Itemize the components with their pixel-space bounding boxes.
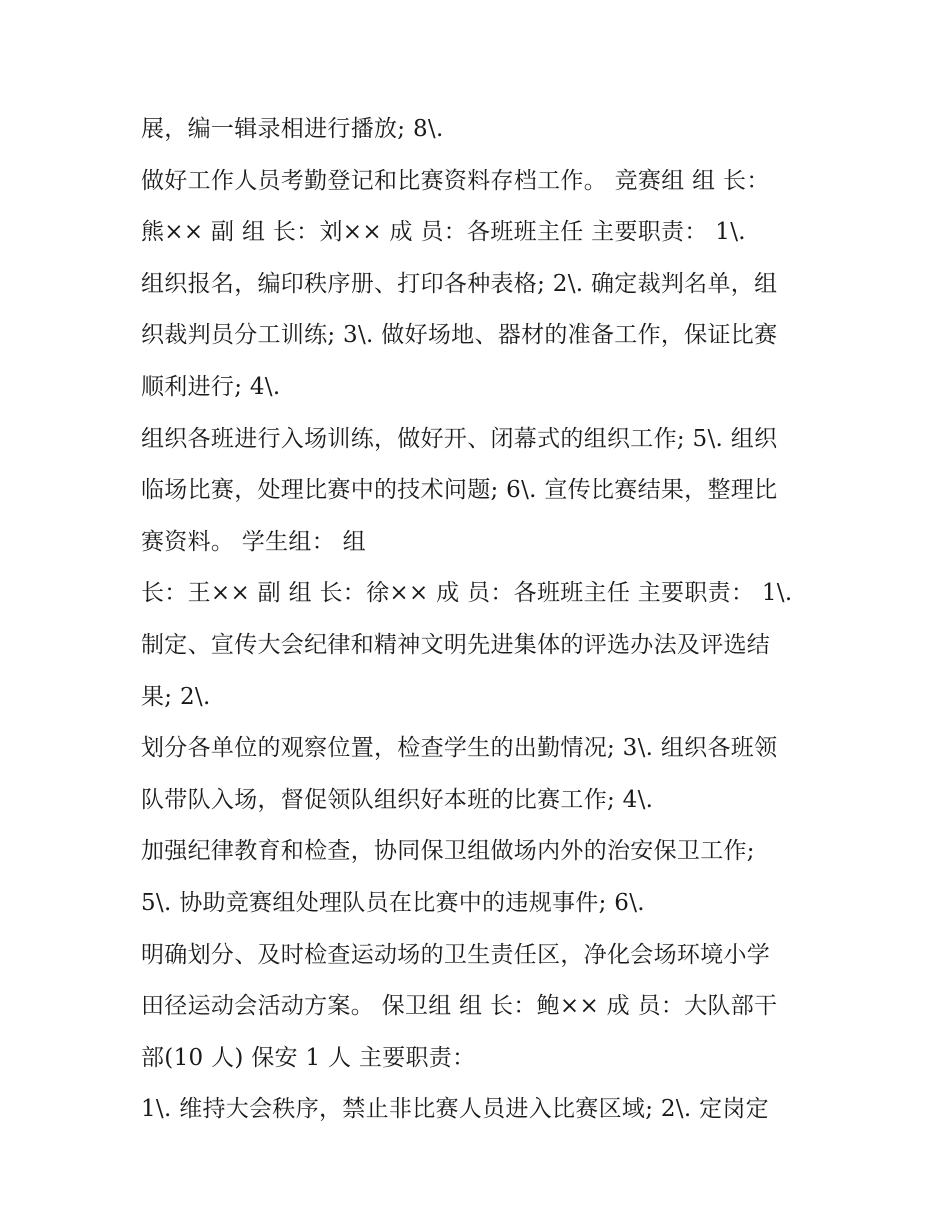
text-line-1: 展，编一辑录相进行播放; 8\. [141, 116, 444, 142]
text-line-4: 组织报名，编印秩序册、打印各种表格; 2\. 确定裁判名单，组 [141, 270, 778, 297]
text-line-2: 做好工作人员考勤登记和比赛资料存档工作。 竞赛组 组 长： [141, 167, 770, 194]
text-line-20: 1\. 维持大会秩序，禁止非比赛人员进入比赛区域; 2\. 定岗定 [141, 1096, 769, 1123]
document-body [141, 104, 821, 1136]
text-line-7: 组织各班进行入场训练，做好开、闭幕式的组织工作; 5\. 组织 [141, 425, 778, 452]
text-line-14: 队带队入场，督促领队组织好本班的比赛工作; 4\. [141, 786, 654, 813]
text-line-18: 田径运动会活动方案。 保卫组 组 长：鲍×× 成 员：大队部干 [141, 993, 778, 1020]
text-line-16: 5\. 协助竞赛组处理队员在比赛中的违规事件; 6\. [141, 889, 645, 916]
text-line-3: 熊×× 副 组 长：刘×× 成 员：各班班主任 主要职责： 1\. [141, 219, 746, 246]
text-line-9: 赛资料。 学生组： 组 [141, 528, 366, 555]
text-line-12: 果; 2\. [141, 683, 211, 710]
text-line-11: 制定、宣传大会纪律和精神文明先进集体的评选办法及评选结 [141, 631, 771, 658]
text-line-8: 临场比赛，处理比赛中的技术问题; 6\. 宣传比赛结果，整理比 [141, 477, 778, 504]
text-line-13: 划分各单位的观察位置，检查学生的出勤情况; 3\. 组织各班领 [141, 735, 778, 762]
text-line-19: 部(10 人) 保安 1 人 主要职责： [141, 1044, 476, 1071]
text-line-6: 顺利进行; 4\. [141, 373, 281, 400]
text-line-15: 加强纪律教育和检查，协同保卫组做场内外的治安保卫工作; [141, 838, 755, 865]
text-line-17: 明确划分、及时检查运动场的卫生责任区，净化会场环境小学 [141, 941, 771, 968]
text-line-5: 织裁判员分工训练; 3\. 做好场地、器材的准备工作，保证比赛 [141, 322, 778, 349]
text-line-10: 长：王×× 副 组 长：徐×× 成 员：各班班主任 主要职责： 1\. [141, 580, 793, 607]
